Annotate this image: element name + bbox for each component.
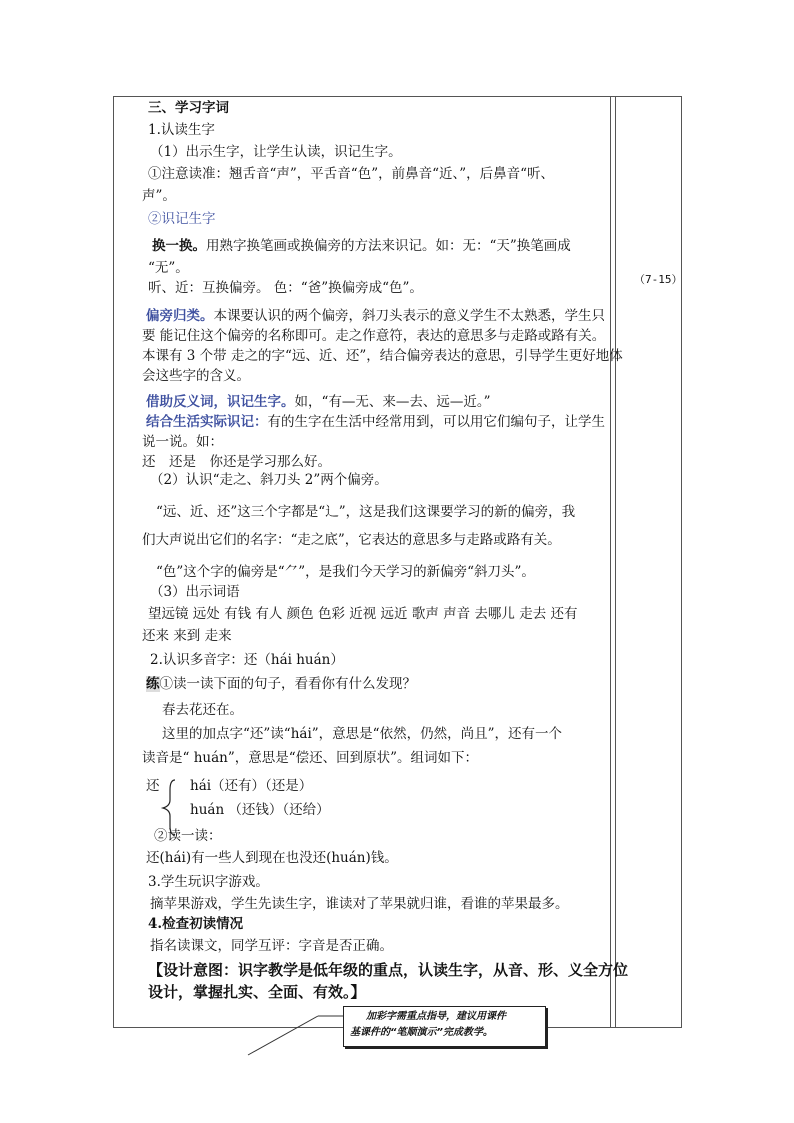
text-line: 1.认读生字 xyxy=(148,122,215,138)
text-line: 摘苹果游戏，学生先读生字，谁读对了苹果就归谁，看谁的苹果最多。 xyxy=(150,896,569,912)
bold-label: 结合生活实际识记： xyxy=(146,414,268,430)
text-line: 还 还是 你还是学习那么好。 xyxy=(142,454,331,470)
design-intent: 设计，掌握扎实、全面、有效。】 xyxy=(148,983,366,1001)
text-line: “远、近、还”这三个字都是“辶”，这是我们这课要学习的新的偏旁，我 xyxy=(156,504,576,520)
text-line: 本课有 3 个带 走之的字“远、近、还”，结合偏旁表达的意思，引导学生更好地体 xyxy=(142,348,623,364)
text-line: ①注意读准：翘舌音“声”，平舌音“色”，前鼻音“近、”，后鼻音“听、 xyxy=(148,166,555,182)
time-note: （7-15） xyxy=(634,273,683,286)
text-line: huán （还钱）（还给） xyxy=(190,802,330,818)
design-intent: 【设计意图：识字教学是低年级的重点，认读生字，从音、形、义全方位 xyxy=(148,961,629,979)
text-line: ②识记生字 xyxy=(148,211,216,227)
bold-label: 换一换。 xyxy=(152,238,206,254)
pointer-line xyxy=(248,1016,318,1055)
brace-shape xyxy=(163,780,175,835)
text-line: “色”这个字的偏旁是“⺈”，是我们今天学习的新偏旁“斜刀头”。 xyxy=(156,564,535,580)
text-line: 这里的加点字“还”读“hái”，意思是“依然，仍然，尚且”，还有一个 xyxy=(162,726,562,742)
text-line: 听、近：互换偏旁。 色：“爸”换偏旁成“色”。 xyxy=(148,280,423,296)
text-line: 会这些字的含义。 xyxy=(142,368,250,384)
text-span: 如，“有—无、来—去、远—近。” xyxy=(294,394,491,410)
text-line: 说一说。如： xyxy=(142,434,223,450)
note-line: 基课件的“笔顺演示”完成教学。 xyxy=(350,1027,493,1038)
text-line: （2）认识“走之、斜刀头 2”两个偏旁。 xyxy=(150,472,388,488)
text-line: 声”。 xyxy=(142,188,176,204)
text-line: 春去花还在。 xyxy=(162,702,243,718)
text-line: 2.认识多音字：还（hái huán） xyxy=(150,652,344,668)
text-span: ①读一读下面的句子，看看你有什么发现？ xyxy=(159,676,416,692)
text-line: 还来 来到 走来 xyxy=(142,628,232,644)
text-line: “无”。 xyxy=(148,260,189,276)
text-span: 用熟字换笔画或换偏旁的方法来识记。如：无：“天”换笔画成 xyxy=(206,238,571,254)
text-line: 望远镜 远处 有钱 有人 颜色 色彩 近视 远近 歌声 声音 去哪儿 走去 还有 xyxy=(148,606,578,622)
text-line: 要 能记住这个偏旁的名称即可。走之作意符，表达的意思多与走路或路有关。 xyxy=(142,328,606,344)
practice-label: 练 xyxy=(146,676,160,692)
section-heading: 三、学习字词 xyxy=(148,100,229,116)
text-line: 3.学生玩识字游戏。 xyxy=(148,874,269,890)
text-line: 们大声说出它们的名字：“走之底”，它表达的意思多与走路或路有关。 xyxy=(142,532,561,548)
text-span: 有的生字在生活中经常用到，可以用它们编句子，让学生 xyxy=(267,414,605,430)
bold-label: 借助反义词，识记生字。 xyxy=(146,394,295,410)
text-line: 指名读课文，同学互评：字音是否正确。 xyxy=(150,938,393,954)
text-line: 4.检查初读情况 xyxy=(148,916,244,932)
text-span: 本课要认识的两个偏旁，斜刀头表示的意义学生不太熟悉，学生只 xyxy=(213,308,605,324)
text-line: ②读一读： xyxy=(154,828,222,844)
polyphone-char: 还 xyxy=(146,778,160,794)
note-line: 加彩字需重点指导，建议用课件 xyxy=(366,1011,506,1022)
text-line: 读音是“ huán”，意思是“偿还、回到原状”。组词如下： xyxy=(142,750,479,766)
bold-label: 偏旁归类。 xyxy=(146,308,214,324)
text-line: （1）出示生字，让学生认读，识记生字。 xyxy=(150,144,402,160)
text-line: 还(hái)有一些人到现在也没还(huán)钱。 xyxy=(146,850,398,866)
text-line: hái（还有）（还是） xyxy=(190,778,313,794)
teaching-note-box xyxy=(343,1006,546,1047)
text-line: （3）出示词语 xyxy=(150,584,240,600)
